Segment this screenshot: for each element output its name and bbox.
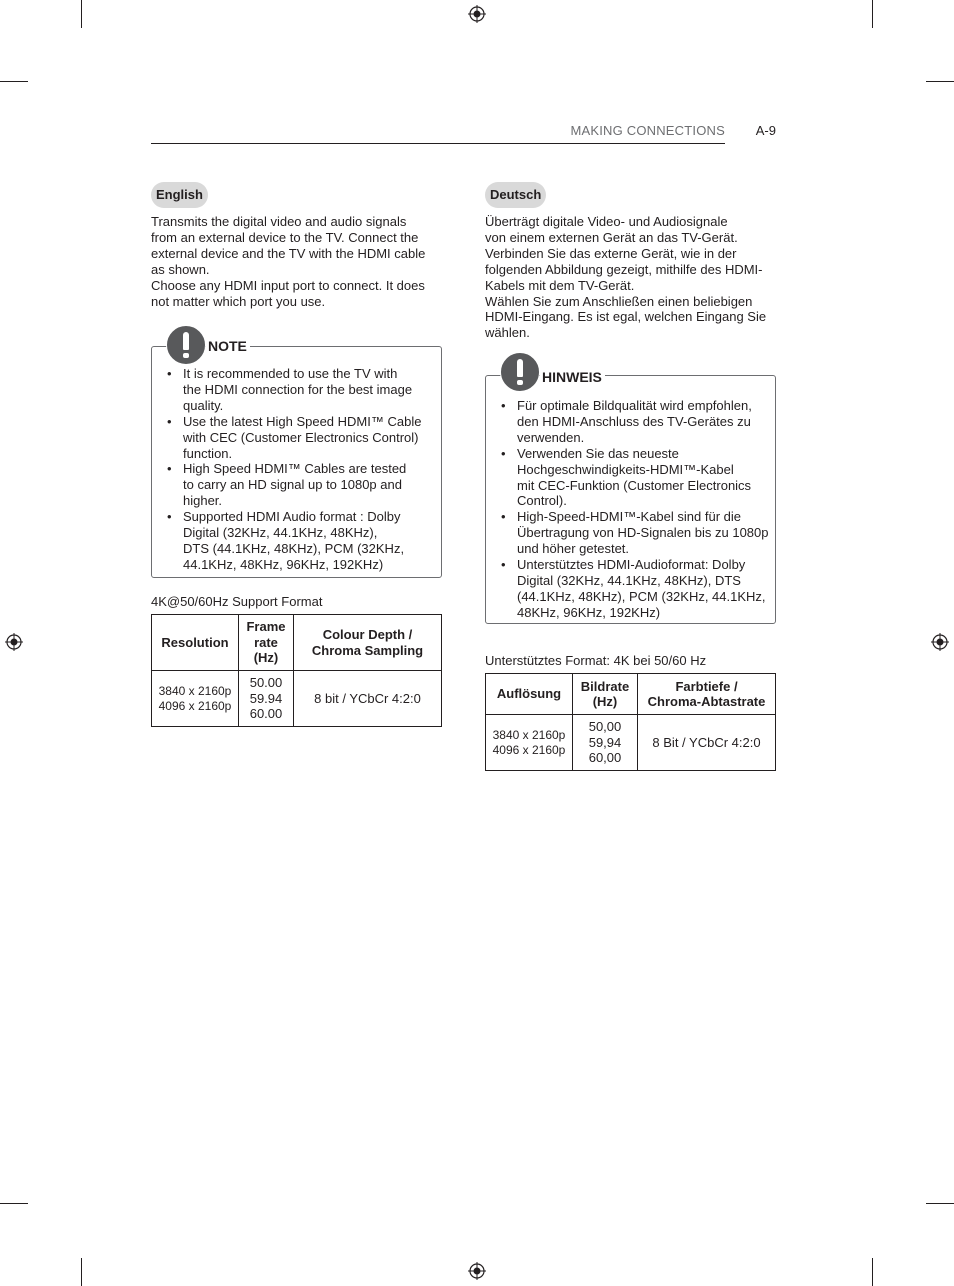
text-line: Choose any HDMI input port to connect. It does: [151, 277, 425, 293]
text-line: HDMI-Eingang. Es ist egal, welchen Eingang Sie: [485, 309, 767, 325]
list-item: [501, 446, 773, 510]
table-row: [486, 715, 776, 771]
text-line: 48KHz, 96KHz, 192KHz): [517, 604, 661, 620]
table-header-row: [152, 615, 442, 671]
text-line: Digital (32KHz, 44.1KHz, 48KHz), DTS: [517, 572, 741, 588]
text-line: Control).: [517, 493, 567, 509]
text-line: • High-Speed-HDMI™-Kabel sind für die: [517, 509, 741, 525]
text-line: quality.: [183, 397, 224, 413]
text-line: Transmits the digital video and audio signals: [151, 214, 407, 229]
text-line: mit CEC-Funktion (Customer Electronics: [517, 477, 752, 493]
text-line: function.: [183, 445, 233, 461]
table-caption-deutsch: Unterstütztes Format: 4K bei 50/60 Hz: [485, 653, 707, 668]
language-label-english: English: [151, 182, 208, 208]
table-row: [152, 671, 442, 727]
list-item: [501, 509, 773, 557]
note-list-deutsch: [501, 398, 773, 621]
registration-mark-icon: [931, 633, 949, 651]
table-header-row: [486, 674, 776, 715]
text-line: as shown.: [151, 261, 210, 277]
text-line: Verbinden Sie das externe Gerät, wie in der: [485, 245, 737, 261]
list-item: [167, 509, 435, 573]
section-title: MAKING CONNECTIONS: [570, 123, 725, 138]
text-line: with CEC (Customer Electronics Control): [183, 429, 419, 445]
crop-mark: [872, 1258, 873, 1286]
support-format-table-deutsch: [485, 673, 776, 771]
crop-mark: [81, 0, 82, 28]
text-line: not matter which port you use.: [151, 293, 326, 309]
text-line: • It is recommended to use the TV with: [183, 366, 398, 381]
registration-mark-icon: [468, 5, 486, 23]
text-line: folgenden Abbildung gezeigt, mithilfe des HDMI-: [485, 261, 763, 277]
table-cell: 50,00 59,94 60,00: [573, 715, 638, 771]
crop-mark: [926, 81, 954, 82]
registration-mark-icon: [468, 1262, 486, 1280]
header-rule: [151, 143, 725, 144]
page-number: A-9: [755, 123, 776, 138]
text-line: • Unterstütztes HDMI-Audioformat: Dolby: [517, 557, 746, 573]
language-label-deutsch: Deutsch: [485, 182, 546, 208]
table-cell: 3840 x 2160p 4096 x 2160p: [152, 671, 239, 727]
text-line: • Verwenden Sie das neueste: [517, 445, 679, 461]
text-line: den HDMI-Anschluss des TV-Gerätes zu: [517, 413, 751, 429]
column-header: Resolution: [152, 615, 239, 671]
text-line: • High Speed HDMI™ Cables are tested: [183, 461, 407, 477]
list-item: [167, 461, 435, 509]
support-format-table-english: [151, 614, 442, 727]
intro-paragraph-english: [151, 214, 451, 309]
note-list-english: [167, 366, 435, 573]
crop-mark: [0, 81, 28, 82]
table-cell: 3840 x 2160p 4096 x 2160p: [486, 715, 573, 771]
text-line: wählen.: [485, 325, 530, 341]
text-line: the HDMI connection for the best image: [183, 381, 413, 397]
table-cell: 8 bit / YCbCr 4:2:0: [294, 671, 442, 727]
text-line: Kabels mit dem TV-Gerät.: [485, 277, 635, 293]
text-line: und höher getestet.: [517, 541, 630, 557]
text-line: 44.1KHz, 48KHz, 96KHz, 192KHz): [183, 556, 384, 572]
text-line: von einem externen Gerät an das TV-Gerät.: [485, 229, 738, 245]
text-line: external device and the TV with the HDMI cable: [151, 245, 426, 261]
text-line: to carry an HD signal up to 1080p and: [183, 477, 402, 493]
warning-icon: [166, 325, 206, 365]
text-line: from an external device to the TV. Connect the: [151, 229, 419, 245]
text-line: (44.1KHz, 48KHz), PCM (32KHz, 44.1KHz,: [517, 588, 766, 604]
column-header: Colour Depth / Chroma Sampling: [294, 615, 442, 671]
text-line: Hochgeschwindigkeits-HDMI™-Kabel: [517, 461, 734, 477]
crop-mark: [926, 1203, 954, 1204]
intro-paragraph-deutsch: [485, 214, 785, 341]
note-label: NOTE: [206, 338, 250, 354]
crop-mark: [81, 1258, 82, 1286]
table-cell: 50.00 59.94 60.00: [239, 671, 294, 727]
crop-mark: [0, 1203, 28, 1204]
text-line: Übertragung von HD-Signalen bis zu 1080p: [517, 525, 769, 541]
column-header: Bildrate (Hz): [573, 674, 638, 715]
registration-mark-icon: [5, 633, 23, 651]
note-label: HINWEIS: [540, 369, 605, 385]
text-line: verwenden.: [517, 429, 585, 445]
column-header: Auflösung: [486, 674, 573, 715]
column-header: Frame rate (Hz): [239, 615, 294, 671]
list-item: [167, 414, 435, 462]
list-item: [501, 398, 773, 446]
crop-mark: [872, 0, 873, 28]
table-caption-english: 4K@50/60Hz Support Format: [151, 594, 323, 609]
text-line: • Für optimale Bildqualität wird empfohlen,: [517, 398, 752, 413]
table-cell: 8 Bit / YCbCr 4:2:0: [638, 715, 776, 771]
warning-icon: [500, 352, 540, 392]
text-line: DTS (44.1KHz, 48KHz), PCM (32KHz,: [183, 540, 405, 556]
text-line: • Supported HDMI Audio format : Dolby: [183, 509, 401, 525]
list-item: [501, 557, 773, 621]
text-line: Digital (32KHz, 44.1KHz, 48KHz),: [183, 525, 378, 541]
text-line: higher.: [183, 493, 223, 509]
text-line: • Use the latest High Speed HDMI™ Cable: [183, 413, 422, 429]
text-line: Überträgt digitale Video- und Audiosignale: [485, 214, 728, 229]
list-item: [167, 366, 435, 414]
column-header: Farbtiefe / Chroma-Abtastrate: [638, 674, 776, 715]
text-line: Wählen Sie zum Anschließen einen beliebigen: [485, 293, 753, 309]
